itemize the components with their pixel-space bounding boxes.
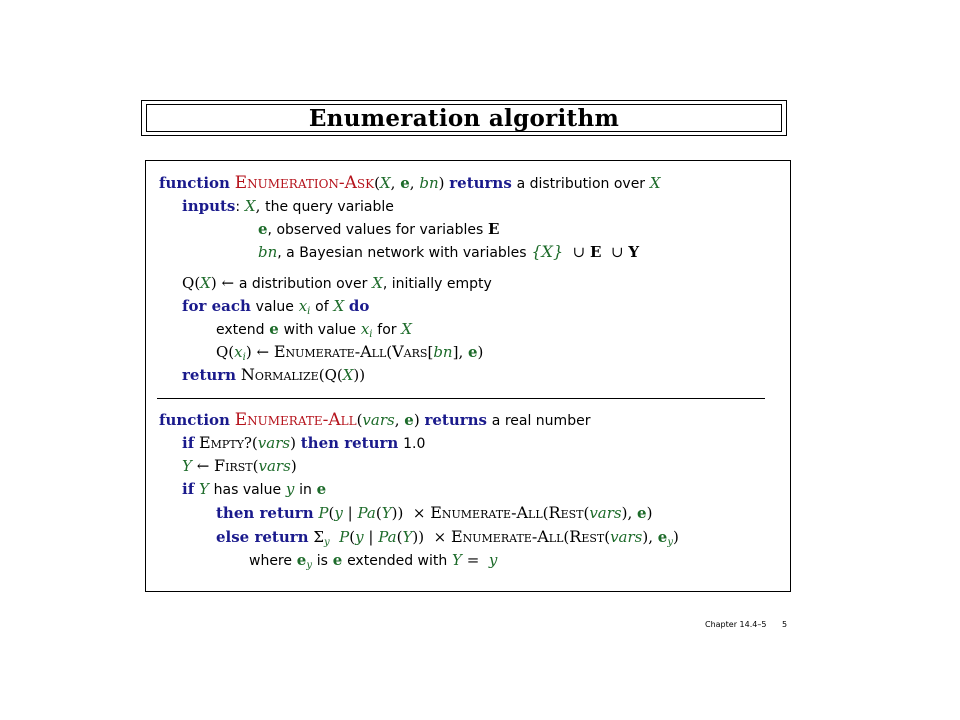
first-line (182, 456, 297, 476)
var-Y: Y (402, 528, 413, 546)
paren: ) (672, 528, 679, 546)
var-y: y (488, 551, 498, 569)
paren: )) (391, 504, 404, 522)
where-line (249, 550, 497, 576)
keyword-function: function (159, 174, 230, 192)
arrow: ← (221, 274, 235, 292)
equals: = (466, 551, 480, 569)
paren: ), (621, 504, 633, 522)
keyword-if: if (182, 480, 195, 498)
var-e: e (637, 504, 647, 522)
paren: ( (396, 528, 403, 546)
where-desc: where (249, 553, 292, 569)
var-e: e (316, 480, 327, 498)
keyword-then-return: then return (300, 434, 399, 452)
var-Pa: Pa (357, 504, 376, 522)
param-bn: bn (419, 174, 439, 192)
comma: , (255, 197, 261, 215)
var-y: y (355, 528, 364, 546)
q-init-line (182, 273, 492, 294)
var-Y: Y (182, 457, 192, 475)
sigma: Σ (313, 528, 324, 546)
extend-desc2: with value (283, 322, 357, 338)
paren: ( (604, 528, 611, 546)
var-X: X (372, 274, 383, 292)
arrow: ← (196, 457, 210, 475)
union: ∪ (611, 243, 624, 261)
q-desc: a distribution over (238, 276, 368, 292)
paren: ) (290, 457, 297, 475)
call-rest: Rest (548, 503, 584, 522)
keyword-inputs: inputs (182, 197, 236, 215)
var-e: e (269, 320, 279, 338)
bar: | (347, 504, 353, 522)
for-desc: value (255, 299, 294, 315)
comma: , (458, 343, 464, 361)
var-e: e (332, 551, 343, 569)
var-e: e (657, 528, 668, 546)
keyword-then-return: then return (216, 504, 314, 522)
input-e: e (258, 220, 268, 238)
paren: ( (374, 174, 380, 192)
has-value-desc: has value (213, 482, 282, 498)
inputs-line-3 (258, 242, 639, 263)
inputs-line-1 (182, 196, 394, 217)
param-vars: vars (362, 411, 395, 429)
for-of: of (315, 299, 329, 315)
algorithm-box (145, 160, 791, 592)
var-X: X (342, 366, 354, 384)
paren: ( (349, 528, 356, 546)
comma: , (394, 411, 400, 429)
call-enumerate-all: Enumerate-All (430, 503, 543, 522)
input-bn-desc: , a Bayesian network with variables (277, 245, 527, 261)
param-e: e (400, 174, 410, 192)
function-name: Enumeration-Ask (234, 173, 375, 193)
bracket: ] (452, 343, 459, 361)
var-Y: Y (198, 480, 209, 498)
keyword-return: return (182, 366, 237, 384)
paren: ( (375, 504, 382, 522)
Q: Q( (216, 343, 235, 361)
q-desc2: , initially empty (382, 276, 492, 292)
subscript-i: i (307, 306, 311, 317)
subscript-i: i (369, 329, 373, 340)
call-empty: Empty (198, 433, 244, 452)
paren: ) (438, 174, 445, 192)
var-P: P (318, 504, 329, 522)
input-X-desc: the query variable (265, 199, 394, 215)
paren: ( (194, 274, 201, 292)
param-X: X (379, 174, 391, 192)
title-frame (141, 100, 787, 136)
bar: | (368, 528, 374, 546)
if-empty-line (182, 433, 425, 454)
paren: ) (210, 274, 217, 292)
ret-arg: (Q( (318, 366, 343, 384)
var-vars: vars (257, 434, 291, 452)
call-normalize: Normalize (240, 365, 319, 384)
var-x: x (360, 320, 370, 338)
extended-desc: extended with (347, 553, 448, 569)
var-vars: vars (610, 528, 643, 546)
colon: : (235, 199, 241, 215)
paren: ) (646, 504, 653, 522)
footer-chapter: Chapter 14.4–5 (705, 620, 767, 629)
var-vars: vars (589, 504, 622, 522)
var-X: X (200, 274, 211, 292)
subscript-i: i (242, 352, 246, 363)
param-e: e (404, 411, 414, 429)
comma: , (409, 174, 415, 192)
var-P: P (339, 528, 350, 546)
paren: ) (413, 411, 420, 429)
call-enumerate-all: Enumerate-All (450, 527, 564, 546)
then-return-line (216, 503, 652, 523)
input-bn: bn (258, 243, 278, 261)
var-Y: Y (452, 551, 462, 569)
call-enumerate-all: Enumerate-All (273, 342, 387, 361)
extend-desc: extend (216, 322, 265, 338)
var-Y: Y (381, 504, 392, 522)
paren: ), (642, 528, 653, 546)
var-x: x (298, 297, 308, 315)
set-X: {X} (531, 242, 564, 261)
set-Y: Y (628, 243, 640, 261)
paren: ) (477, 343, 484, 361)
keyword-else-return: else return (216, 528, 309, 546)
call-rest: Rest (569, 527, 605, 546)
paren: )) (353, 366, 366, 384)
var-e: e (468, 343, 478, 361)
set-E: E (590, 243, 602, 261)
times: × (433, 528, 447, 546)
var-e: e (296, 551, 307, 569)
var-X: X (333, 297, 345, 315)
var-X: X (401, 320, 412, 338)
var-y: y (285, 480, 295, 498)
paren: )) (412, 528, 425, 546)
keyword-do: do (348, 297, 370, 315)
Q: Q (182, 274, 195, 292)
var-y: y (334, 504, 343, 522)
keyword-returns: returns (424, 411, 488, 429)
subscript-y: y (306, 560, 312, 571)
keyword-function: function (159, 411, 230, 429)
algo1-signature (159, 173, 661, 194)
keyword-for-each: for each (182, 297, 251, 315)
paren: ( (356, 411, 363, 429)
extend-for: for (377, 322, 397, 338)
return-desc: a real number (491, 413, 591, 429)
call-vars: Vars (392, 342, 428, 361)
footer-page-number: 5 (782, 620, 788, 629)
paren: ) (290, 434, 296, 452)
function-name: Enumerate-All (234, 410, 357, 430)
slide-title: Enumeration algorithm (308, 104, 620, 132)
inputs-line-2 (258, 219, 499, 240)
return-desc: a distribution over (516, 176, 646, 192)
subscript-y: y (323, 537, 330, 548)
paren: ) (245, 343, 252, 361)
var-Pa: Pa (378, 528, 397, 546)
question-paren: ?( (243, 434, 258, 452)
input-X: X (244, 197, 256, 215)
paren: ( (583, 504, 590, 522)
paren: ( (328, 504, 335, 522)
return-X: X (649, 174, 661, 192)
is-desc: is (316, 553, 328, 569)
times: × (412, 504, 426, 522)
if-has-value-line (182, 479, 326, 500)
var-x: x (234, 343, 243, 361)
input-e-desc: , observed values for variables (267, 222, 484, 238)
bracket: [ (427, 343, 434, 361)
paren: ( (563, 528, 570, 546)
return-value: 1.0 (403, 436, 426, 452)
keyword-if: if (182, 434, 195, 452)
section-divider (157, 398, 765, 399)
keyword-returns: returns (449, 174, 512, 192)
arrow: ← (256, 343, 270, 361)
subscript-y: y (667, 537, 673, 548)
var-bn: bn (433, 343, 453, 361)
paren: ( (252, 457, 259, 475)
paren: ( (386, 343, 393, 361)
call-first: First (214, 456, 253, 475)
comma: , (390, 174, 396, 192)
return-line (182, 365, 365, 385)
algo2-signature (159, 410, 590, 431)
union: ∪ (572, 243, 586, 261)
in-desc: in (299, 482, 312, 498)
input-E: E (488, 220, 500, 238)
var-vars: vars (258, 457, 291, 475)
paren: ( (542, 504, 549, 522)
